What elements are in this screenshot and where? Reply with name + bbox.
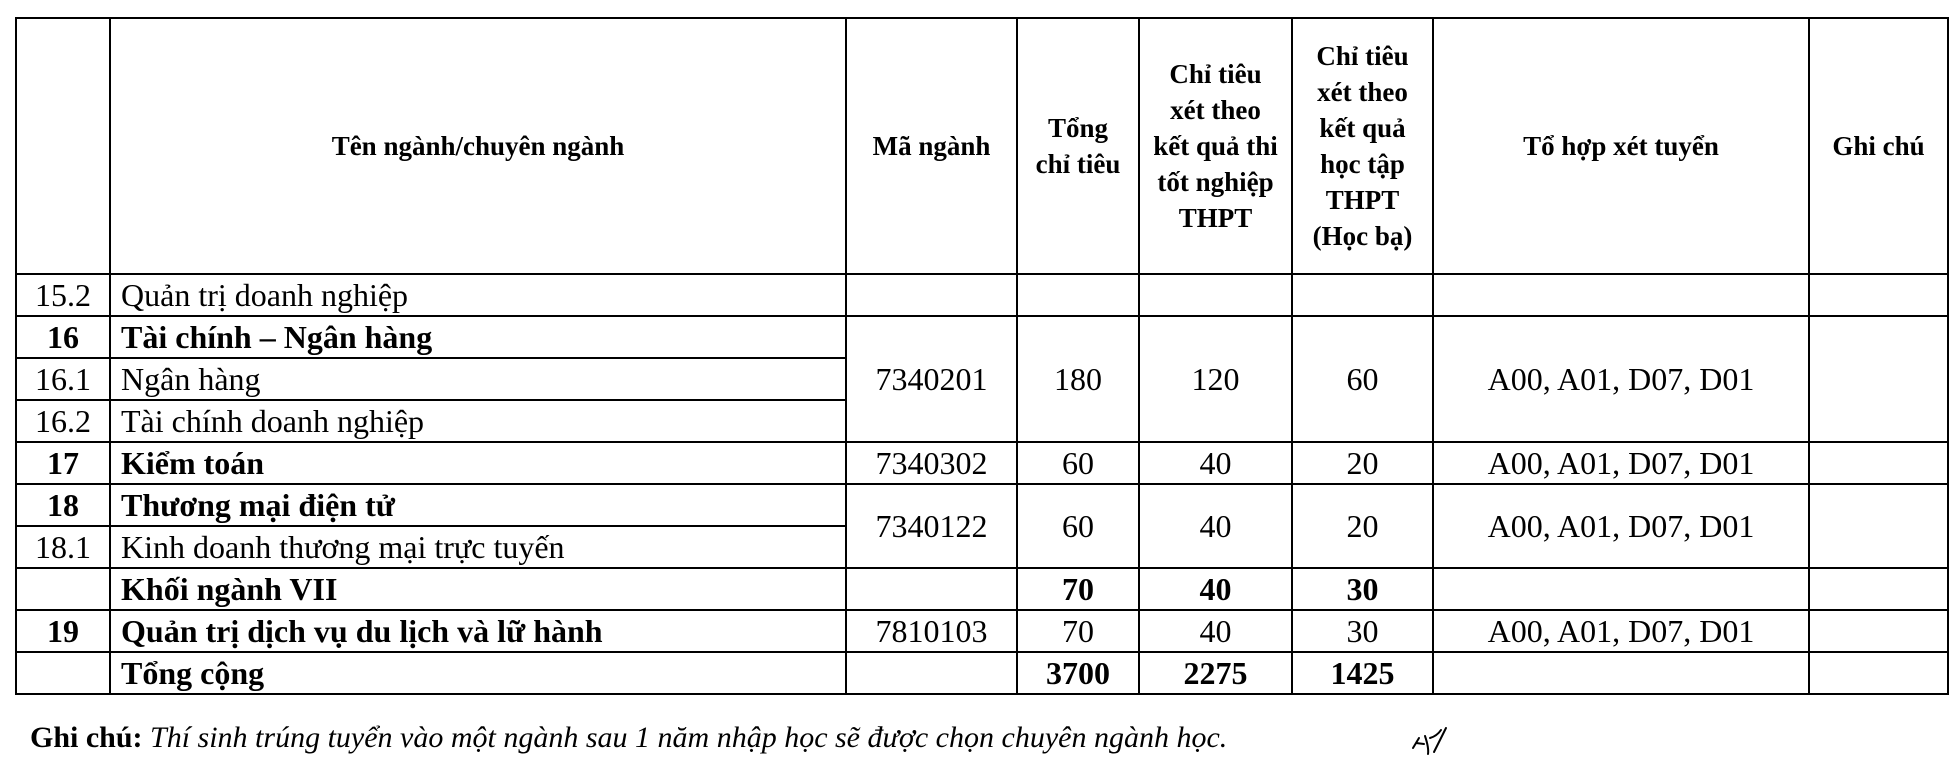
sum-total: 3700 bbox=[1017, 652, 1139, 694]
header-total: Tổng chỉ tiêu bbox=[1017, 18, 1139, 274]
row-total bbox=[1017, 274, 1139, 316]
block7-code bbox=[846, 568, 1017, 610]
row-name: Thương mại điện tử bbox=[110, 484, 846, 526]
block7-note bbox=[1809, 568, 1948, 610]
note-17 bbox=[1809, 442, 1948, 484]
row-stt: 15.2 bbox=[16, 274, 110, 316]
block7-exam: 40 bbox=[1139, 568, 1292, 610]
row-stt bbox=[16, 652, 110, 694]
combination-16: A00, A01, D07, D01 bbox=[1433, 316, 1809, 442]
combination-19: A00, A01, D07, D01 bbox=[1433, 610, 1809, 652]
total-19: 70 bbox=[1017, 610, 1139, 652]
row-record bbox=[1292, 274, 1433, 316]
row-name: Kiểm toán bbox=[110, 442, 846, 484]
row-stt: 17 bbox=[16, 442, 110, 484]
row-name: Kinh doanh thương mại trực tuyến bbox=[110, 526, 846, 568]
row-stt bbox=[16, 568, 110, 610]
row-combination bbox=[1433, 274, 1809, 316]
combination-18: A00, A01, D07, D01 bbox=[1433, 484, 1809, 568]
row-stt: 16.2 bbox=[16, 400, 110, 442]
combination-17: A00, A01, D07, D01 bbox=[1433, 442, 1809, 484]
header-row bbox=[16, 18, 1948, 274]
total-18: 60 bbox=[1017, 484, 1139, 568]
table-row bbox=[16, 652, 1948, 694]
header-code: Mã ngành bbox=[846, 18, 1017, 274]
code-19: 7810103 bbox=[846, 610, 1017, 652]
row-name: Tài chính – Ngân hàng bbox=[110, 316, 846, 358]
exam-16: 120 bbox=[1139, 316, 1292, 442]
header-combination: Tổ hợp xét tuyển bbox=[1433, 18, 1809, 274]
row-exam bbox=[1139, 274, 1292, 316]
table-row bbox=[16, 442, 1948, 484]
header-exam-quota: Chỉ tiêu xét theo kết quả thi tốt nghiệp THPT bbox=[1139, 18, 1292, 274]
row-code bbox=[846, 274, 1017, 316]
table-row bbox=[16, 568, 1948, 610]
exam-18: 40 bbox=[1139, 484, 1292, 568]
row-name: Tài chính doanh nghiệp bbox=[110, 400, 846, 442]
row-name: Quản trị doanh nghiệp bbox=[110, 274, 846, 316]
code-17: 7340302 bbox=[846, 442, 1017, 484]
admission-quota-table bbox=[15, 17, 1949, 695]
sum-code bbox=[846, 652, 1017, 694]
table-row bbox=[16, 274, 1948, 316]
row-stt: 16 bbox=[16, 316, 110, 358]
sum-combination bbox=[1433, 652, 1809, 694]
footnote-text: Thí sinh trúng tuyển vào một ngành sau 1 năm nhập học sẽ được chọn chuyên ngành học. bbox=[150, 721, 1228, 754]
sum-exam: 2275 bbox=[1139, 652, 1292, 694]
block7-total: 70 bbox=[1017, 568, 1139, 610]
header-stt bbox=[16, 18, 110, 274]
code-16: 7340201 bbox=[846, 316, 1017, 442]
exam-19: 40 bbox=[1139, 610, 1292, 652]
header-note: Ghi chú bbox=[1809, 18, 1948, 274]
exam-17: 40 bbox=[1139, 442, 1292, 484]
table-row bbox=[16, 610, 1948, 652]
header-record-quota: Chỉ tiêu xét theo kết quả học tập THPT (Học bạ) bbox=[1292, 18, 1433, 274]
note-16 bbox=[1809, 316, 1948, 442]
row-name: Ngân hàng bbox=[110, 358, 846, 400]
row-name: Khối ngành VII bbox=[110, 568, 846, 610]
sum-record: 1425 bbox=[1292, 652, 1433, 694]
record-17: 20 bbox=[1292, 442, 1433, 484]
footnote-label: Ghi chú: bbox=[30, 721, 143, 754]
record-18: 20 bbox=[1292, 484, 1433, 568]
table-row bbox=[16, 484, 1948, 526]
total-17: 60 bbox=[1017, 442, 1139, 484]
row-note bbox=[1809, 274, 1948, 316]
row-stt: 16.1 bbox=[16, 358, 110, 400]
initials-signature bbox=[1410, 726, 1450, 758]
code-18: 7340122 bbox=[846, 484, 1017, 568]
total-16: 180 bbox=[1017, 316, 1139, 442]
block7-record: 30 bbox=[1292, 568, 1433, 610]
record-16: 60 bbox=[1292, 316, 1433, 442]
row-stt: 19 bbox=[16, 610, 110, 652]
row-name: Quản trị dịch vụ du lịch và lữ hành bbox=[110, 610, 846, 652]
table-row bbox=[16, 316, 1948, 358]
row-stt: 18 bbox=[16, 484, 110, 526]
sum-note bbox=[1809, 652, 1948, 694]
header-name: Tên ngành/chuyên ngành bbox=[110, 18, 846, 274]
row-stt: 18.1 bbox=[16, 526, 110, 568]
note-19 bbox=[1809, 610, 1948, 652]
row-name: Tổng cộng bbox=[110, 652, 846, 694]
record-19: 30 bbox=[1292, 610, 1433, 652]
footnote bbox=[30, 721, 1227, 755]
block7-combination bbox=[1433, 568, 1809, 610]
note-18 bbox=[1809, 484, 1948, 568]
